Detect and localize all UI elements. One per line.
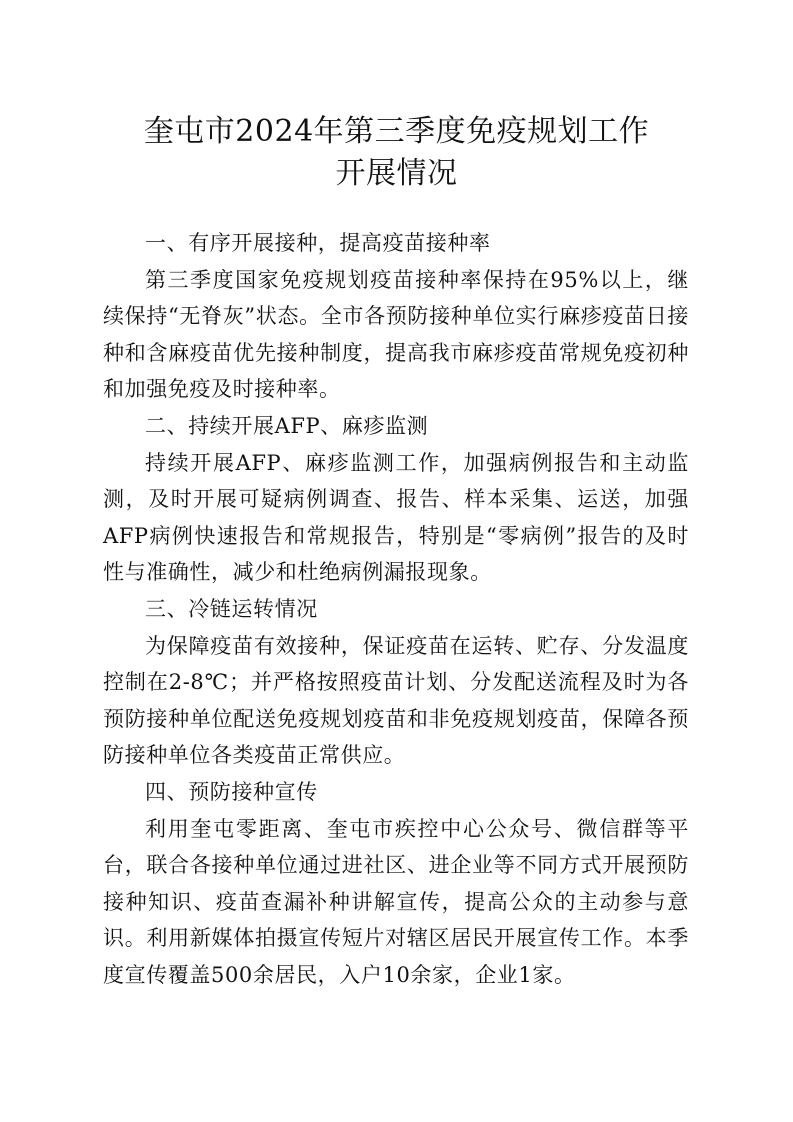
section-paragraph-2: 持续开展AFP、麻疹监测工作，加强病例报告和主动监测，及时开展可疑病例调查、报告、样本采集、运送，加强AFP病例快速报告和常规报告，特别是“零病例”报告的及时性与准确性，减少和杜绝病例漏报现象。: [103, 450, 689, 585]
document-title-line-2: 开展情况: [335, 156, 458, 191]
document-body: [103, 225, 689, 993]
section-heading-1: 一、有序开展接种，提高疫苗接种率: [145, 231, 491, 255]
section-heading-3: 三、冷链运转情况: [145, 596, 318, 621]
section-paragraph-4: 利用奎屯零距离、奎屯市疾控中心公众号、微信群等平台，联合各接种单位通过进社区、进企业等不同方式开展预防接种知识、疫苗查漏补种讲解宣传，提高公众的主动参与意识。利用新媒体拍摄宣传短片对辖区居民开展宣传工作。本季度宣传覆盖500余居民，入户10余家，企业1家。: [103, 816, 689, 987]
section-heading-2: 二、持续开展AFP、麻疹监测: [145, 413, 429, 438]
section-paragraph-1: 第三季度国家免疫规划疫苗接种率保持在95%以上，继续保持“无脊灰”状态。全市各预防接种单位实行麻疹疫苗日接种和含麻疫苗优先接种制度，提高我市麻疹疫苗常规免疫初种和加强免疫及时接种率。: [103, 267, 689, 402]
section-paragraph-3: 为保障疫苗有效接种，保证疫苗在运转、贮存、分发温度控制在2-8℃；并严格按照疫苗计划、分发配送流程及时为各预防接种单位配送免疫规划疫苗和非免疫规划疫苗，保障各预防接种单位各类疫苗正常供应。: [103, 633, 689, 768]
document-title-line-1: 奎屯市2024年第三季度免疫规划工作: [143, 114, 650, 149]
section-heading-4: 四、预防接种宣传: [145, 779, 318, 804]
